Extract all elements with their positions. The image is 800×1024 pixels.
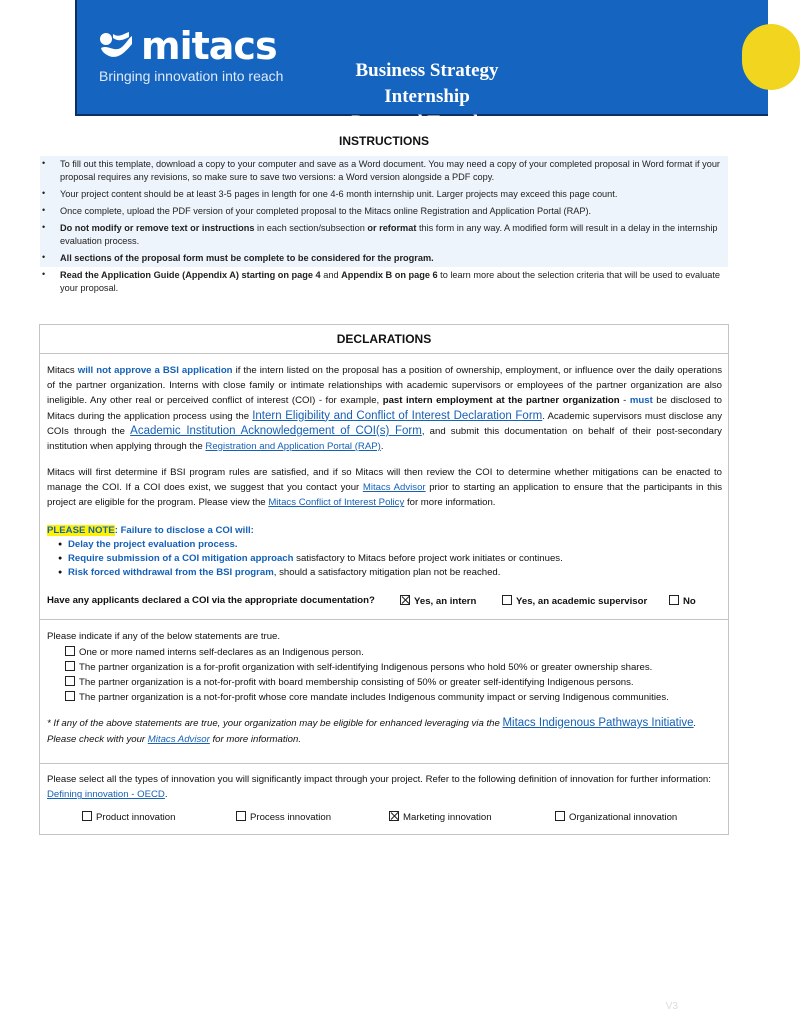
bold-phrase: will not approve a BSI application — [77, 365, 233, 376]
option-label: Yes, an academic supervisor — [516, 596, 648, 607]
coi-paragraph-2 — [47, 465, 722, 511]
coi-question: Have any applicants declared a COI via the appropriate documentation? — [47, 595, 375, 606]
instruction-item — [40, 220, 728, 250]
checkbox-unchecked[interactable] — [65, 676, 75, 686]
instructions-heading: INSTRUCTIONS — [339, 134, 429, 148]
innovation-option-product[interactable] — [82, 811, 175, 823]
logo-tagline: Bringing innovation into reach — [99, 68, 284, 84]
innovation-option-organizational[interactable] — [555, 811, 677, 823]
mitacs-advisor-link[interactable]: Mitacs Advisor — [362, 482, 426, 494]
bold-phrase: past intern employment at the partner organization — [382, 395, 620, 407]
statement-label: One or more named interns self-declares as an Indigenous person. — [79, 647, 364, 658]
bullet-icon: • — [42, 252, 46, 262]
checkbox-checked[interactable] — [389, 811, 399, 821]
innovation-panel — [39, 764, 729, 835]
instruction-item — [40, 250, 728, 267]
option-label: Organizational innovation — [569, 812, 678, 823]
declarations-heading: DECLARATIONS — [40, 325, 728, 354]
checkbox-unchecked[interactable] — [236, 811, 246, 821]
statement-label: The partner organization is a not-for-profit whose core mandate includes Indigenous community impact or serving Indigenous communities. — [79, 692, 669, 703]
instruction-bold-text: Appendix B on page 6 — [341, 270, 438, 280]
checkbox-unchecked[interactable] — [65, 661, 75, 671]
checkbox-unchecked[interactable] — [502, 595, 512, 605]
indigenous-footnote — [47, 715, 707, 748]
checkbox-unchecked[interactable] — [65, 646, 75, 656]
instructions-list — [40, 156, 728, 297]
instruction-text: in each section/subsection — [254, 223, 368, 233]
text-run: Mitacs will first determine if BSI program rules are satisfied, and if so Mitacs will then review the COI to determine whether mitigations can be enacted to manage the COI. If a COI does exist, we suggest that you contact your — [47, 467, 722, 494]
text-run: - — [619, 395, 630, 407]
mitacs-logo-icon — [99, 32, 133, 62]
option-label: Marketing innovation — [403, 812, 492, 823]
text-run: Please select all the types of innovation you will significantly impact through your project. Refer to the following definition of innovation for further information: — [47, 774, 711, 785]
document-title — [312, 58, 542, 136]
bullet-icon: • — [42, 158, 46, 168]
instruction-bold-text: Do not modify or remove text or instructions — [60, 223, 255, 233]
indigenous-statement[interactable] — [65, 646, 364, 658]
text-run: for more information. — [209, 734, 301, 745]
bullet-icon: • — [42, 205, 46, 215]
note-bullet: ● Risk forced withdrawal from the BSI program, should a satisfactory mitigation plan not be reached. — [58, 567, 501, 578]
option-label: Product innovation — [96, 812, 176, 823]
bullet-bold: Risk forced withdrawal from the BSI program — [68, 567, 274, 578]
instruction-text: To fill out this template, download a copy to your computer and save as a Word document. You may need a copy of your completed proposal in Word format if your proposal requires any revisions, so make sure to save two versions: a Word version alongside a PDF copy. — [60, 159, 720, 182]
checkbox-checked[interactable] — [400, 595, 410, 605]
title-line-1: Business Strategy Internship — [355, 60, 499, 107]
checkbox-unchecked[interactable] — [669, 595, 679, 605]
bullet-text: , should a satisfactory mitigation plan not be reached. — [273, 567, 501, 578]
text-run: , and submit this documentation on behalf of their post-secondary institution when applying through the — [47, 425, 722, 453]
indigenous-pathways-link[interactable]: Mitacs Indigenous Pathways Initiative — [502, 717, 694, 729]
please-note — [47, 523, 722, 538]
checkbox-unchecked[interactable] — [82, 811, 92, 821]
instruction-text: Your project content should be at least 3-5 pages in length for one 4-6 month internship unit. Larger projects may exceed this page count. — [60, 189, 618, 199]
instruction-text: this form in any way. A modified form will result in a delay in the internship evaluation process. — [60, 223, 718, 246]
text-run: . Please check with your — [47, 718, 697, 745]
innovation-option-process[interactable] — [236, 811, 331, 823]
text-run: Mitacs — [47, 365, 78, 376]
bullet-text: satisfactory to Mitacs before project work initiates or continues. — [293, 553, 563, 564]
instruction-item — [40, 156, 728, 186]
instruction-item — [40, 267, 728, 297]
checkbox-unchecked[interactable] — [555, 811, 565, 821]
coi-option-no[interactable] — [669, 595, 696, 607]
bullet-icon: • — [42, 188, 46, 198]
please-note-label: PLEASE NOTE — [47, 525, 115, 536]
logo-wordmark: mitacs — [141, 24, 277, 68]
coi-paragraph-1 — [47, 363, 722, 454]
option-label: No — [683, 596, 696, 607]
text-run: . — [164, 789, 168, 801]
oecd-definition-link[interactable]: Defining innovation - OECD — [47, 789, 165, 801]
brand-accent-shape — [742, 24, 800, 90]
text-run: . Academic supervisors must disclose any COIs through the — [47, 410, 722, 437]
indigenous-statement[interactable] — [65, 676, 634, 688]
header-banner — [75, 0, 768, 133]
version-mark: V3 — [665, 1001, 678, 1012]
text-run: be disclosed to Mitacs during the application process using the — [47, 395, 722, 422]
please-note-text: : Failure to disclose a COI will: — [114, 525, 254, 536]
coi-option-intern[interactable] — [400, 595, 476, 607]
instruction-text: to learn more about the selection criteria that will be used to evaluate your proposal. — [60, 270, 721, 293]
text-run: for more information. — [404, 497, 496, 509]
instruction-bold-text: Read the Application Guide (Appendix A) starting on page 4 — [60, 270, 321, 280]
option-label: Yes, an intern — [414, 596, 477, 607]
indigenous-panel — [39, 620, 729, 764]
text-run: prior to starting an application to ensure that the participants in this project are eligible for the program. Please view the — [47, 482, 723, 509]
bullet-icon: • — [42, 269, 46, 279]
option-label: Process innovation — [250, 812, 332, 823]
checkbox-unchecked[interactable] — [65, 691, 75, 701]
indigenous-intro: Please indicate if any of the below statements are true. — [47, 631, 281, 642]
coi-option-supervisor[interactable] — [502, 595, 647, 607]
coi-declaration-form-link[interactable]: Intern Eligibility and Conflict of Interest Declaration Form — [252, 409, 543, 422]
indigenous-statement[interactable] — [65, 691, 669, 703]
instruction-text: Once complete, upload the PDF version of your completed proposal to the Mitacs online Registration and Application Portal (RAP). — [60, 206, 592, 216]
instruction-text: and — [320, 270, 342, 280]
note-bullet: ● Delay the project evaluation process. — [58, 539, 238, 550]
statement-label: The partner organization is a not-for-profit with board membership consisting of 50% or greater self-identifying Indigenous persons. — [79, 677, 634, 688]
note-bullet: ● Require submission of a COI mitigation approach satisfactory to Mitacs before project work initiates or continues. — [58, 553, 563, 564]
rap-portal-link[interactable]: Registration and Application Portal (RAP) — [205, 441, 381, 453]
academic-coi-form-link[interactable]: Academic Institution Acknowledgement of COI(s) Form — [130, 424, 422, 437]
instruction-bold-text: All sections of the proposal form must be complete to be considered for the program. — [60, 253, 434, 263]
instruction-bold-text: or reformat — [367, 223, 417, 233]
statement-label: The partner organization is a for-profit organization with self-identifying Indigenous persons who hold 50% or greater ownership shares. — [79, 662, 653, 673]
bullet-bold: Require submission of a COI mitigation approach — [68, 553, 294, 564]
innovation-intro — [47, 772, 722, 802]
bullet-bold: Delay the project evaluation process. — [68, 539, 238, 550]
declarations-panel — [39, 324, 729, 620]
instruction-item — [40, 203, 728, 220]
innovation-option-marketing[interactable] — [389, 811, 492, 823]
indigenous-statement[interactable] — [65, 661, 652, 673]
instruction-item — [40, 186, 728, 203]
coi-policy-link[interactable]: Mitacs Conflict of Interest Policy — [268, 497, 405, 509]
text-run: * If any of the above statements are true, your organization may be eligible for enhanced leveraging via the — [47, 718, 503, 729]
title-line-2: Proposal Template — [351, 112, 503, 133]
bullet-icon: • — [42, 222, 46, 232]
text-run: . — [380, 441, 384, 453]
text-run: if the intern listed on the proposal has a position of ownership, employment, or influence over the daily operations of the partner organization. Interns with close family or intimate relationships with academic supervisors or employees of the partner organization are also ineligible. Any other real or perceived conflict of interest (COI) - for example, — [47, 365, 722, 407]
bold-phrase: must — [629, 395, 653, 407]
mitacs-advisor-link[interactable]: Mitacs Advisor — [147, 734, 210, 745]
